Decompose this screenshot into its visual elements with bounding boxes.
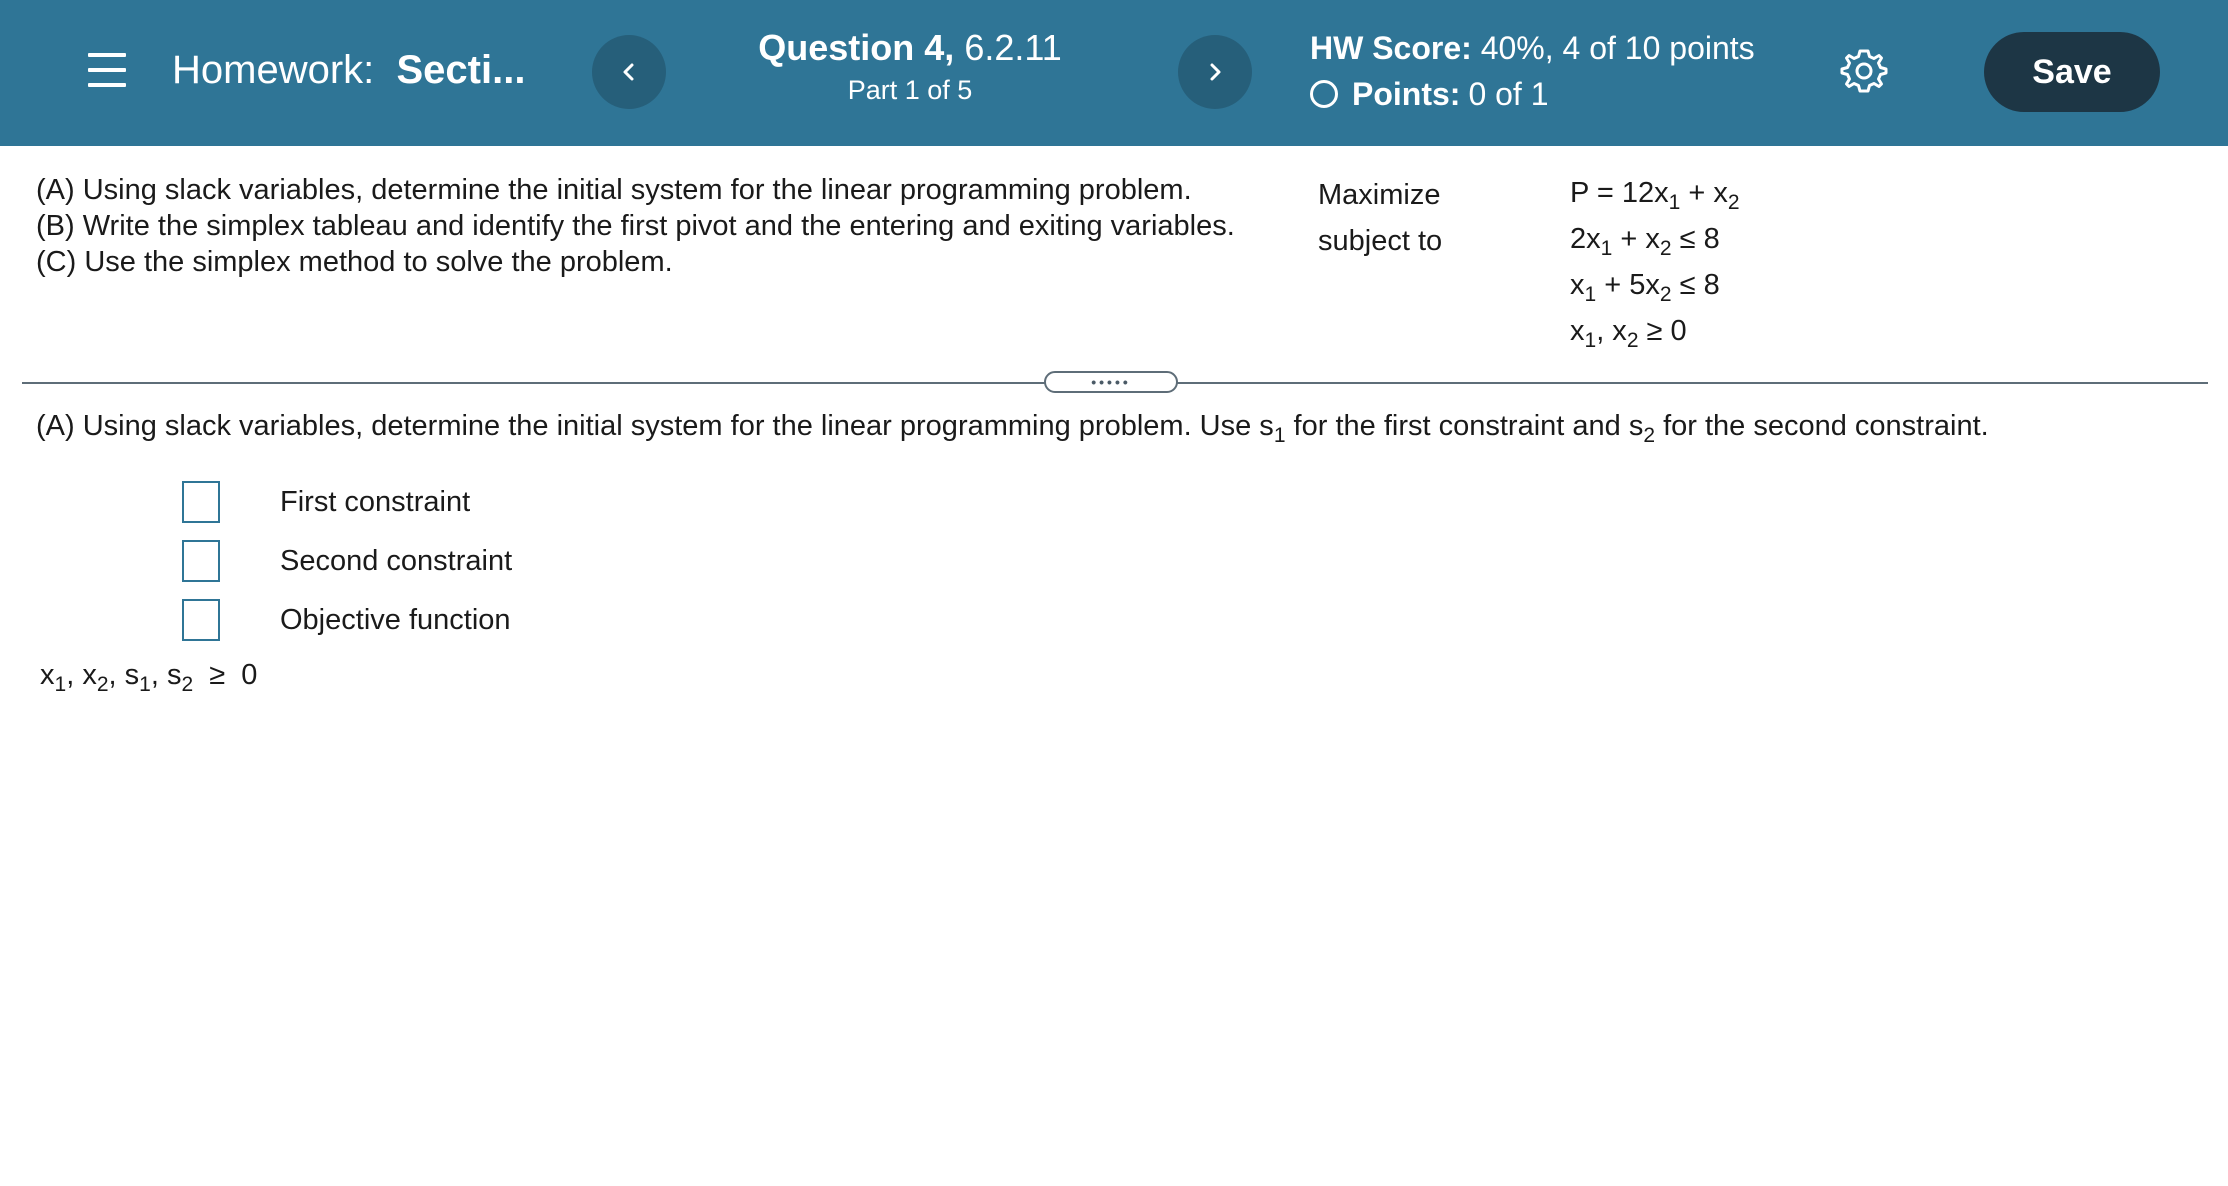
maximize-label: Maximize <box>1318 179 1441 211</box>
constraint-text: ≤ 8 <box>1671 223 1720 255</box>
subscript: 1 <box>1668 191 1681 214</box>
objective-function-row <box>182 599 511 641</box>
objective-function-label: Objective function <box>280 603 511 636</box>
question-label: Question 4, <box>758 27 955 68</box>
subscript: 1 <box>1600 237 1613 260</box>
grip-dots: ••••• <box>1091 374 1131 390</box>
constraint-text: + 5x <box>1596 269 1660 301</box>
constraint-text: ≥ 0 <box>1638 315 1687 347</box>
objective-function-input[interactable] <box>182 599 220 641</box>
instruction-a: (A) Using slack variables, determine the initial system for the linear programming problem. <box>36 174 1192 206</box>
subscript: 1 <box>1584 283 1597 306</box>
var-text: ≥ 0 <box>193 659 258 691</box>
instruction-b: (B) Write the simplex tableau and identify the first pivot and the entering and exiting variables. <box>36 210 1235 242</box>
first-constraint-label: First constraint <box>280 485 471 518</box>
question-part: Part 1 of 5 <box>847 75 973 105</box>
subscript: 2 <box>181 673 194 696</box>
first-constraint-input[interactable] <box>182 481 220 523</box>
constraint-2 <box>1570 262 1740 308</box>
var-text: s <box>124 659 140 691</box>
hamburger-menu-icon[interactable] <box>88 53 126 87</box>
problem-instructions <box>36 172 1235 280</box>
constraint-text: x <box>1570 269 1585 301</box>
subscript: 2 <box>1643 424 1656 447</box>
hw-score-label: HW Score: <box>1310 30 1472 66</box>
objective-function <box>1570 170 1740 216</box>
var-text: , <box>108 659 125 691</box>
part-a-prompt <box>36 408 1989 447</box>
points-value: 0 of 1 <box>1468 76 1549 112</box>
lp-formulation <box>1570 170 1740 354</box>
points-status-icon <box>1310 80 1338 108</box>
subscript: 1 <box>54 673 67 696</box>
var-text: x <box>82 659 97 691</box>
gear-icon[interactable] <box>1840 47 1888 95</box>
nonnegativity-statement <box>40 655 257 695</box>
hw-score-value: 40%, 4 of 10 points <box>1480 30 1755 66</box>
next-question-button[interactable] <box>1178 35 1252 109</box>
subscript: 2 <box>96 673 109 696</box>
constraint-text: ≤ 8 <box>1671 269 1720 301</box>
var-text: s <box>166 659 182 691</box>
hw-score <box>1310 26 1755 70</box>
subject-to-label: subject to <box>1318 225 1443 257</box>
top-bar <box>0 0 2228 146</box>
subscript: 2 <box>1727 191 1740 214</box>
save-button[interactable]: Save <box>1984 32 2160 112</box>
homework-prefix: Homework: <box>172 48 375 92</box>
objective-text: + x <box>1680 177 1728 209</box>
score-info <box>1310 26 1755 116</box>
constraint-1 <box>1570 216 1740 262</box>
instruction-c: (C) Use the simplex method to solve the problem. <box>36 246 673 278</box>
homework-title[interactable] <box>172 46 525 94</box>
objective-text: P = 12x <box>1570 177 1669 209</box>
question-info <box>700 26 1120 108</box>
var-text: x <box>40 659 55 691</box>
subscript: 2 <box>1659 237 1672 260</box>
constraint-text: , x <box>1596 315 1627 347</box>
subscript: 1 <box>1273 424 1286 447</box>
subscript: 2 <box>1626 329 1639 352</box>
resize-handle[interactable] <box>1044 371 1178 393</box>
subscript: 2 <box>1659 283 1672 306</box>
var-text: , <box>150 659 167 691</box>
homework-name: Secti... <box>396 48 526 92</box>
first-constraint-row <box>182 481 471 523</box>
prompt-text: for the second constraint. <box>1655 410 1989 442</box>
var-text: , <box>66 659 83 691</box>
lp-keywords <box>1318 172 1442 264</box>
second-constraint-input[interactable] <box>182 540 220 582</box>
prompt-text: (A) Using slack variables, determine the initial system for the linear programming problem. Use s <box>36 410 1274 442</box>
prompt-text: for the first constraint and s <box>1285 410 1644 442</box>
subscript: 1 <box>139 673 151 696</box>
chevron-right-icon <box>1205 59 1225 85</box>
constraint-text: + x <box>1612 223 1660 255</box>
subscript: 1 <box>1584 329 1597 352</box>
constraint-text: x <box>1570 315 1585 347</box>
question-points <box>1310 72 1755 116</box>
chevron-left-icon <box>619 59 639 85</box>
constraint-text: 2x <box>1570 223 1601 255</box>
second-constraint-row <box>182 540 513 582</box>
nonnegativity-constraint <box>1570 308 1740 354</box>
previous-question-button[interactable] <box>592 35 666 109</box>
second-constraint-label: Second constraint <box>280 544 513 577</box>
question-number: 6.2.11 <box>964 27 1062 68</box>
points-label: Points: <box>1352 76 1461 112</box>
question-title <box>700 26 1120 70</box>
